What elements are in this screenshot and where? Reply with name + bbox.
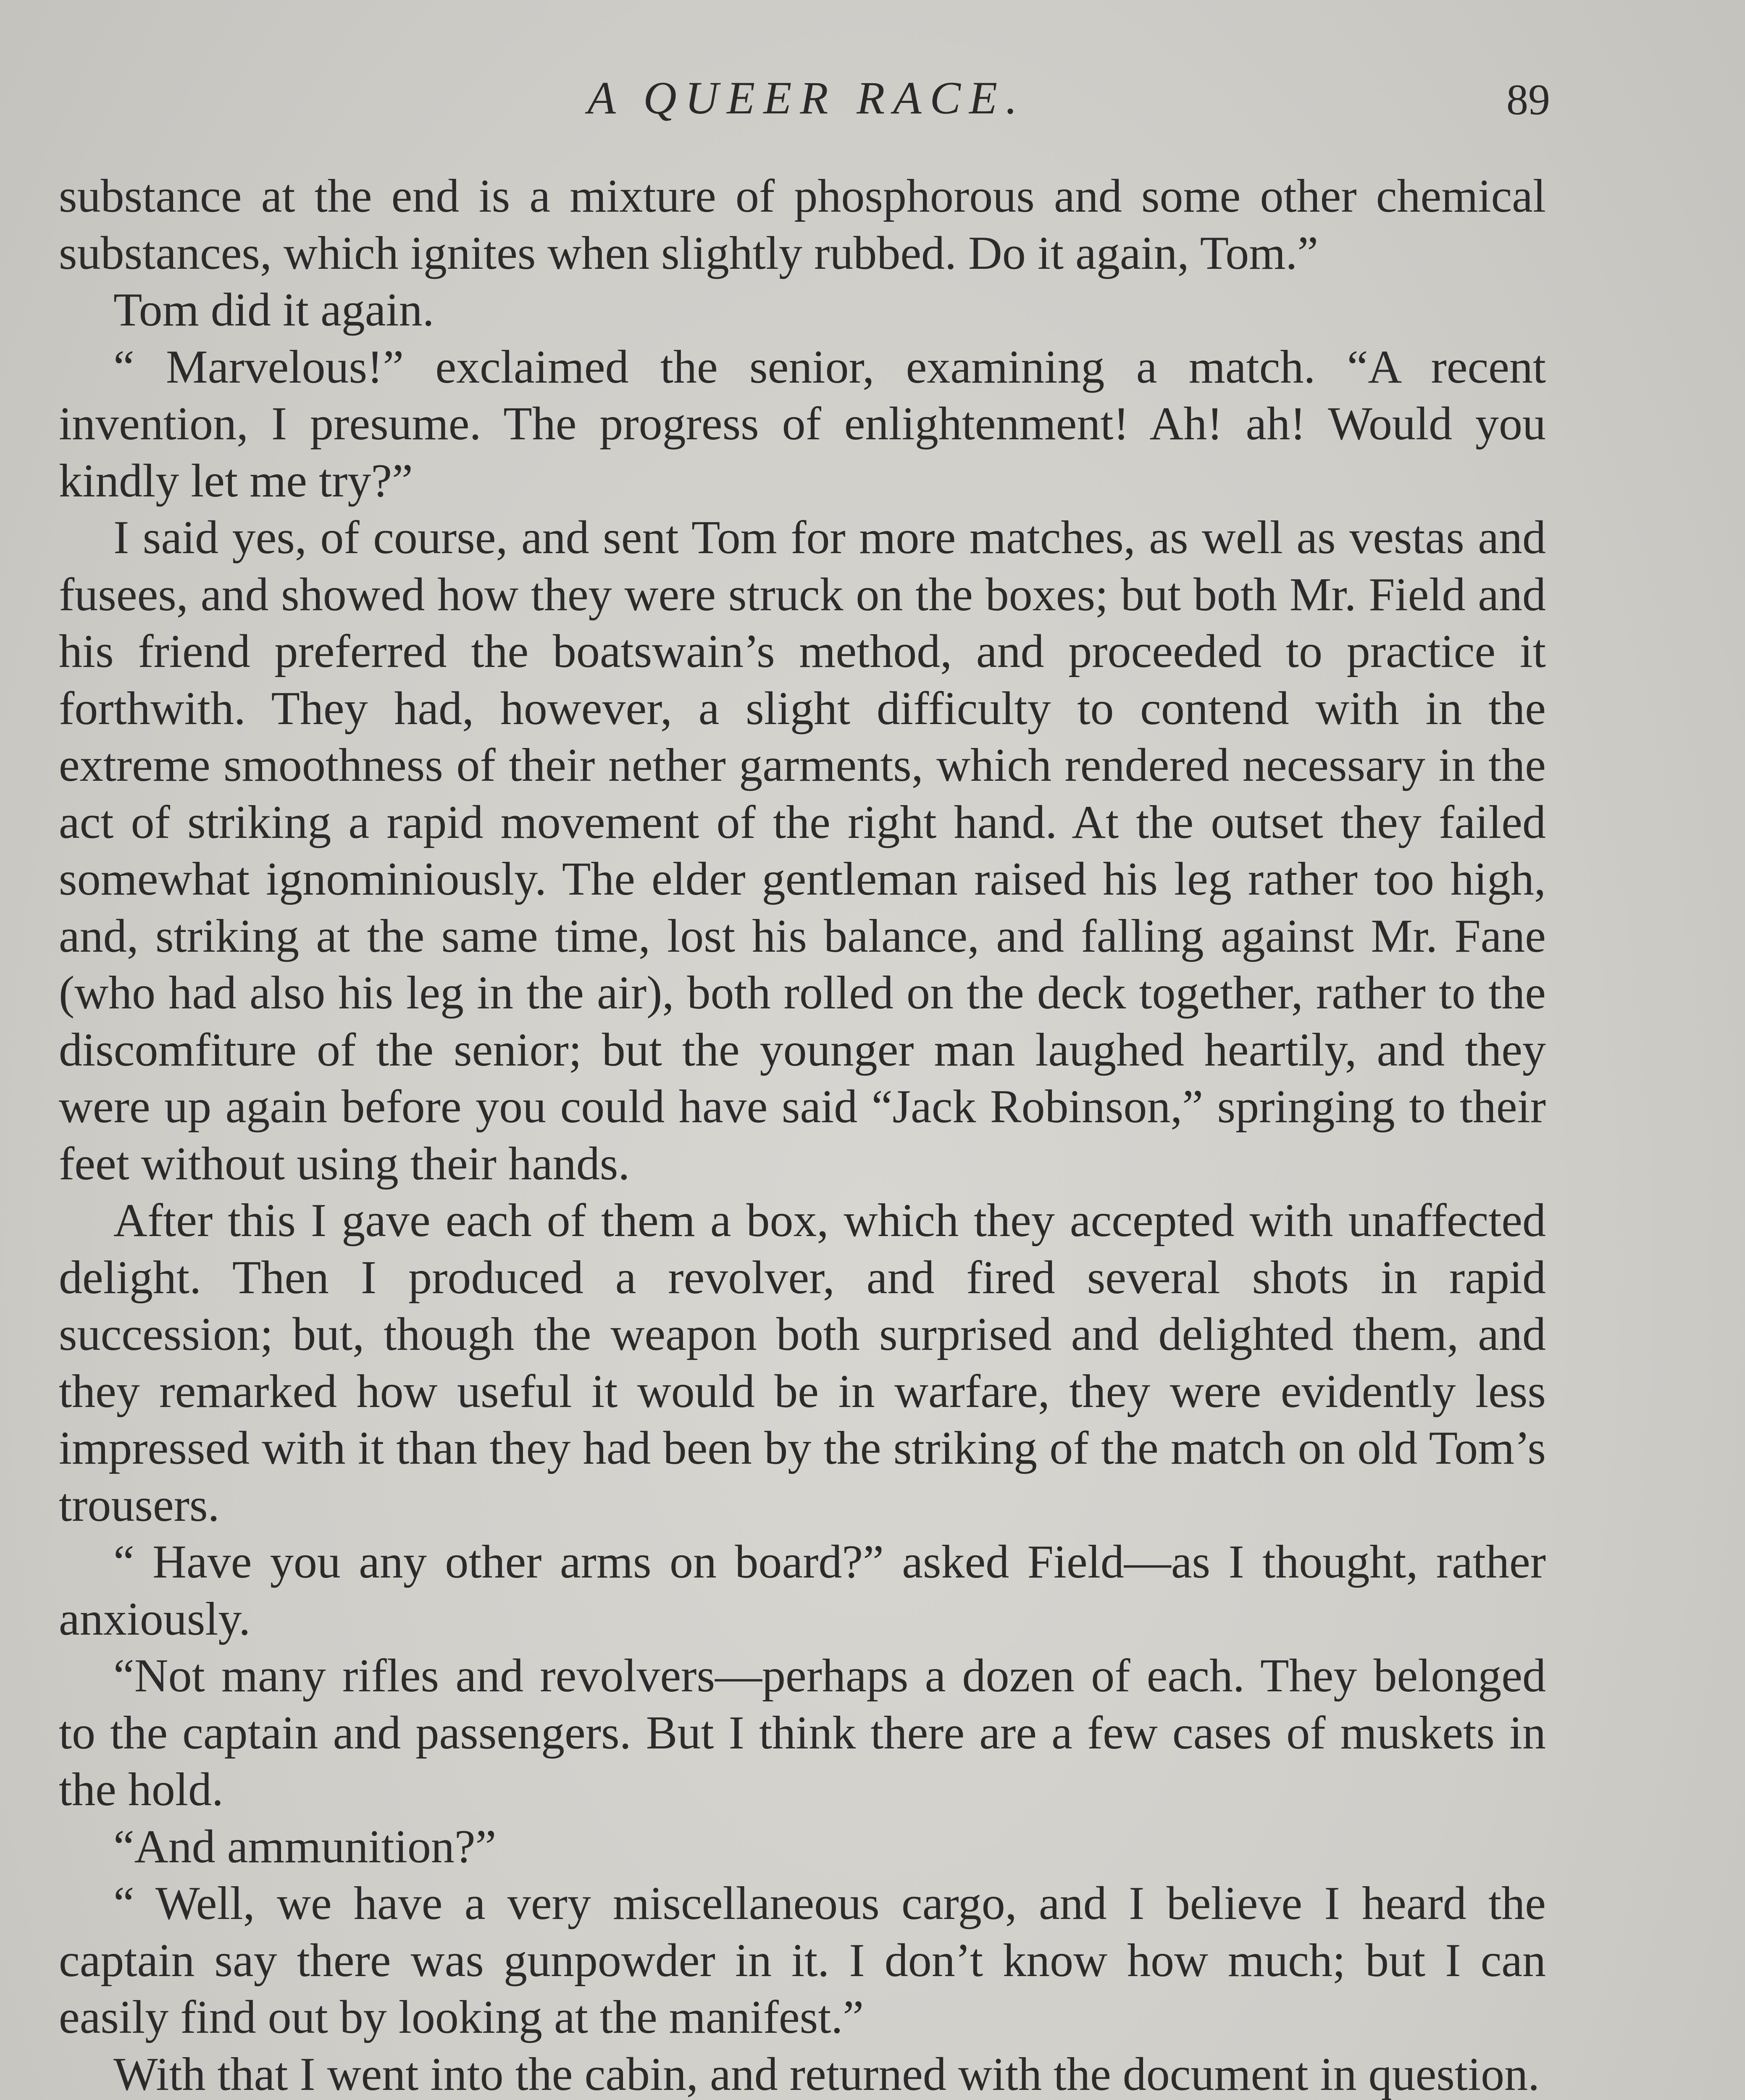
- paragraph: “Not many rifles and revolvers—perhaps a dozen of each. They belonged to the captain and passengers. But I think there are a few cases of muskets in the hold.: [59, 1650, 1546, 1816]
- page-number: 89: [1506, 76, 1550, 124]
- paragraph: I said yes, of course, and sent Tom for more matches, as well as vestas and fusees, and showed how they were struck on the boxes; but both Mr. Field and his friend preferred the boatswain’s method, and proceeded to practice it forthwith. They had, however, a slight difficulty to contend with in the extreme smoothness of their nether garments, which rendered necessary in the act of striking a rapid movement of the right hand. At the outset they failed somewhat ignominiously. The elder gentleman raised his leg rather too high, and, striking at the same time, lost his balance, and falling against Mr. Fane (who had also his leg in the air), both rolled on the deck together, rather to the discomfiture of the senior; but the younger man laughed heartily, and they were up again before you could have said “Jack Robinson,” springing to their feet without using their hands.: [59, 512, 1546, 1190]
- paragraph: Tom did it again.: [113, 284, 434, 336]
- paragraph: “And ammunition?”: [113, 1820, 497, 1873]
- paragraph: “ Marvelous!” exclaimed the senior, examining a match. “A recent invention, I presume. The progress of enlightenment! Ah! ah! Would you kindly let me try?”: [59, 341, 1546, 507]
- body-text: [59, 168, 1546, 2100]
- paragraph: “ Have you any other arms on board?” asked Field—as I thought, rather anxiously.: [59, 1536, 1546, 1645]
- paragraph: With that I went into the cabin, and returned with the document in question.: [113, 2048, 1540, 2100]
- paragraph: substance at the end is a mixture of phosphorous and some other chemical substances, which ignites when slightly rubbed. Do it again, Tom.”: [59, 170, 1546, 279]
- running-title: A QUEER RACE.: [587, 72, 1026, 123]
- paragraph: “ Well, we have a very miscellaneous cargo, and I believe I heard the captain say there was gunpowder in it. I don’t know how much; but I can easily find out by looking at the manifest.”: [59, 1877, 1546, 2043]
- page-header: [63, 71, 1550, 143]
- paragraph: After this I gave each of them a box, which they accepted with unaffected delight. Then I produced a revolver, and fired several shots in rapid succession; but, though the weapon both surprised and delighted them, and they remarked how useful it would be in warfare, they were evidently less impressed with it than they had been by the striking of the match on old Tom’s trousers.: [59, 1194, 1546, 1531]
